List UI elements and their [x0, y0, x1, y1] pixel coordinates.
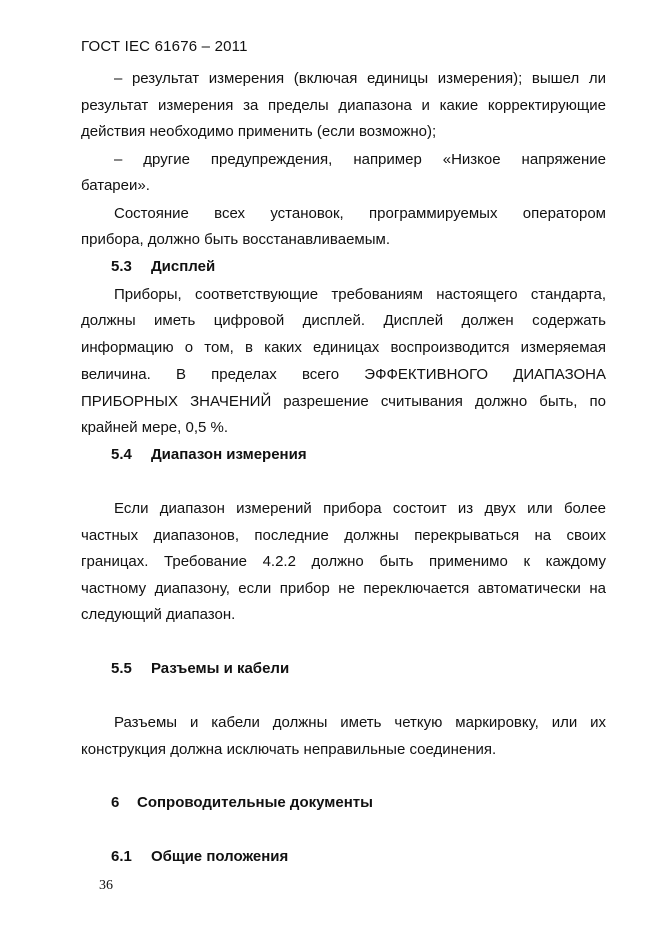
section-title: Диапазон измерения: [151, 446, 307, 463]
text-line: границах. Требование 4.2.2 должно быть применимо к каждому: [81, 553, 606, 570]
text-line: – другие предупреждения, например «Низкое напряжение: [114, 151, 606, 168]
section-heading-6-1: [111, 847, 288, 867]
text-line: частному диапазону, если прибор не переключается автоматически на: [81, 580, 606, 597]
text-line: конструкция должна исключать неправильные соединения.: [81, 741, 497, 758]
text-line: прибора, должно быть восстанавливаемым.: [81, 231, 390, 248]
text-line: частных диапазонов, последние должны перекрываться на своих: [81, 527, 606, 544]
text-line: действия необходимо применить (если возможно);: [81, 123, 437, 140]
text-line: величина. В пределах всего ЭФФЕКТИВНОГО ДИАПАЗОНА: [81, 366, 606, 383]
section-title: Дисплей: [151, 258, 216, 275]
text-line: ПРИБОРНЫХ ЗНАЧЕНИЙ разрешение считывания должно быть, по: [81, 393, 606, 410]
section-heading-5-3: [111, 257, 215, 277]
document-header: ГОСТ IEC 61676 – 2011: [81, 38, 248, 55]
text-line: результат измерения за пределы диапазона и какие корректирующие: [81, 97, 606, 114]
text-line: крайней мере, 0,5 %.: [81, 419, 228, 436]
section-number: 5.3: [111, 258, 132, 275]
text-line: информацию о том, в каких единицах воспроизводится измеряемая: [81, 339, 606, 356]
text-line: Разъемы и кабели должны иметь четкую маркировку, или их: [114, 714, 606, 731]
text-line: – результат измерения (включая единицы измерения); вышел ли: [114, 70, 606, 87]
section-number: 6: [111, 794, 120, 811]
text-line: следующий диапазон.: [81, 606, 236, 623]
text-line: батареи».: [81, 177, 150, 194]
section-title: Разъемы и кабели: [151, 660, 290, 677]
text-line: Состояние всех установок, программируемых оператором: [114, 205, 606, 222]
text-line: Если диапазон измерений прибора состоит из двух или более: [114, 500, 606, 517]
section-heading-5-4: [111, 445, 307, 465]
section-number: 6.1: [111, 848, 132, 865]
section-heading-5-5: [111, 659, 289, 679]
section-title: Сопроводительные документы: [137, 794, 373, 811]
text-line: Приборы, соответствующие требованиям настоящего стандарта,: [114, 286, 606, 303]
section-number: 5.4: [111, 446, 132, 463]
section-heading-6: [111, 793, 373, 813]
section-number: 5.5: [111, 660, 132, 677]
page-number: 36: [99, 878, 113, 893]
section-title: Общие положения: [151, 848, 289, 865]
text-line: должны иметь цифровой дисплей. Дисплей должен содержать: [81, 312, 606, 329]
